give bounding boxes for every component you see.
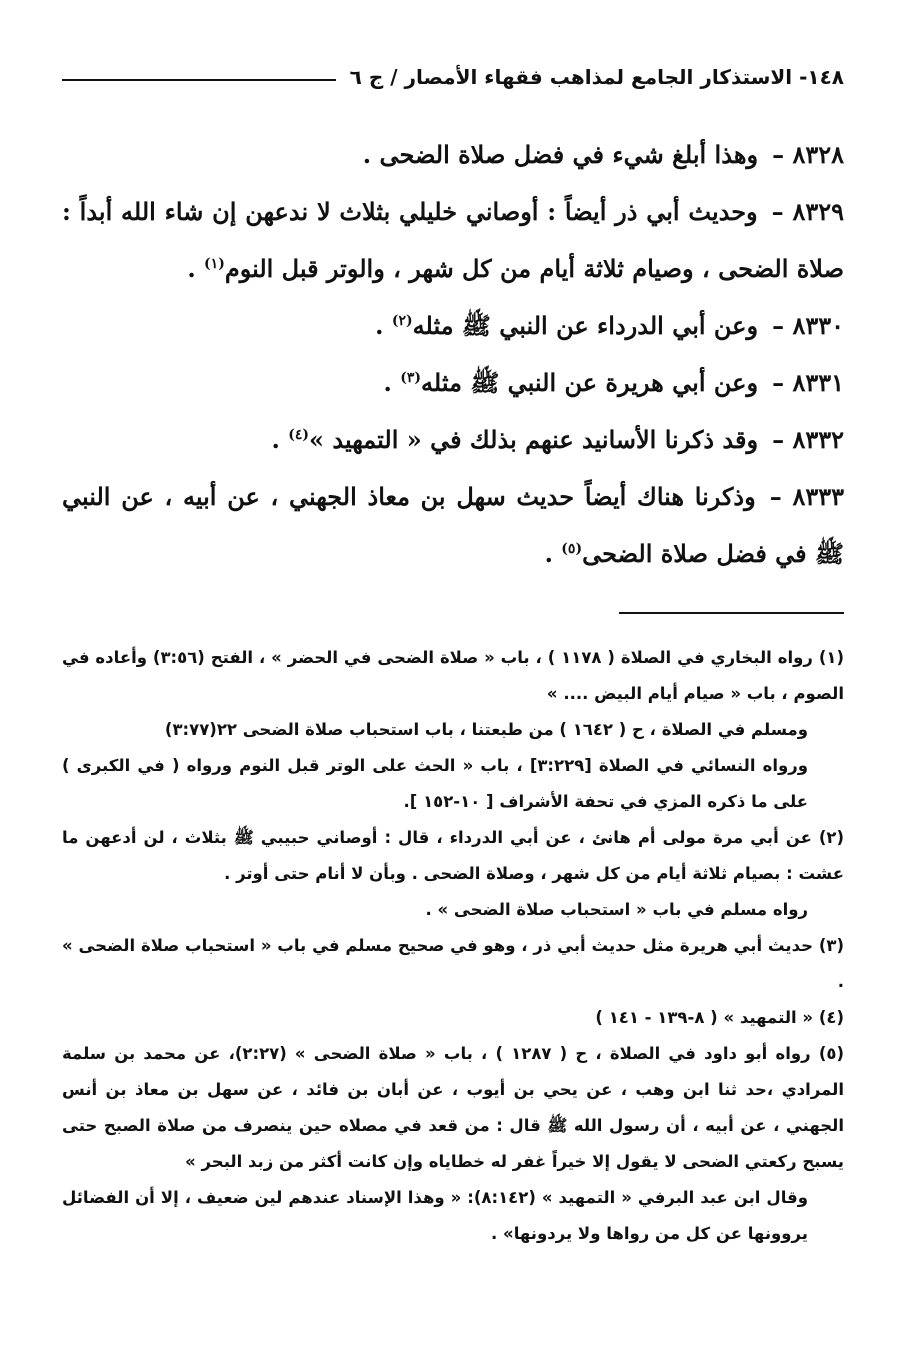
footnote-line: (٣) حديث أبي هريرة مثل حديث أبي ذر ، وهو في صحيح مسلم في باب « استحباب صلاة الضحى » . [62, 936, 844, 991]
footnote-reference[interactable]: (٤) [288, 427, 310, 443]
footnote-reference[interactable]: (٥) [561, 541, 583, 557]
page-header [62, 58, 844, 96]
footnote-line: وقال ابن عبد البرفي « التمهيد » (٨:١٤٢): « وهذا الإسناد عندهم لين ضعيف ، إلا أن الفضائل يروونها عن كل من رواها ولا يردونها» . [62, 1188, 808, 1243]
paragraph-text: وذكرنا هناك أيضاً حديث سهل بن معاذ الجهني ، عن أبيه ، عن النبي ﷺ في فضل صلاة الضحى [62, 482, 844, 568]
footnote [62, 1000, 844, 1036]
paragraph-number: ٨٣٣٣ – [769, 482, 844, 511]
paragraph-number: ٨٣٢٩ – [771, 197, 845, 226]
footnote-line: (٤) « التمهيد » ( ٨-١٣٩ - ١٤١ ) [595, 1008, 844, 1027]
paragraph-end-mark: . [375, 311, 392, 340]
paragraph-number: ٨٣٢٨ – [772, 140, 844, 169]
footnote [62, 928, 844, 1000]
footnote-line: رواه مسلم في باب « استحباب صلاة الضحى » . [425, 900, 808, 919]
paragraph-number: ٨٣٣٠ – [772, 311, 844, 340]
running-title: ١٤٨- الاستذكار الجامع لمذاهب فقهاء الأمصار / ج ٦ [349, 65, 844, 89]
paragraph-text: وهذا أبلغ شيء في فضل صلاة الضحى . [362, 140, 759, 169]
footnote-line: (١) رواه البخاري في الصلاة ( ١١٧٨ ) ، باب « صلاة الضحى في الحضر » ، الفتح (٣:٥٦) وأعاده في الصوم ، باب « صيام أيام البيض .... » [62, 648, 844, 703]
footnote-line: (٢) عن أبي مرة مولى أم هانئ ، عن أبي الدرداء ، قال : أوصاني حبيبي ﷺ بثلاث ، لن أدعهن ما عشت : بصيام ثلاثة أيام من كل شهر ، وصلاة الضحى . وبأن لا أنام حتى أوتر . [62, 828, 844, 883]
paragraph-end-mark: . [383, 368, 401, 397]
footnote-line: ومسلم في الصلاة ، ح ( ١٦٤٢ ) من طبعتنا ، باب استحباب صلاة الضحى ٢٢(٣:٧٧) [164, 720, 808, 739]
paragraph [62, 183, 844, 297]
footnote [62, 640, 844, 820]
paragraph-text: وعن أبي هريرة عن النبي ﷺ مثله [421, 368, 759, 397]
footnote-reference[interactable]: (١) [204, 256, 225, 272]
paragraph-number: ٨٣٣١ – [772, 368, 844, 397]
footnote [62, 1036, 844, 1252]
paragraph [62, 126, 844, 183]
footnotes [62, 640, 844, 1252]
header-rule [62, 79, 336, 81]
footnote-reference[interactable]: (٢) [391, 313, 413, 329]
paragraph-end-mark: . [271, 425, 289, 454]
paragraph [62, 354, 844, 411]
footnote-line: (٥) رواه أبو داود في الصلاة ، ح ( ١٢٨٧ ) ، باب « صلاة الضحى » (٢:٢٧)، عن محمد بن سلمة المرادي ،حد ثنا ابن وهب ، عن يحي بن أيوب ، عن أبان بن فائد ، عن سهل بن معاذ بن أنس الجهني ، عن أبيه ، أن رسول الله ﷺ قال : من قعد في مصلاه حين ينصرف من صلاة الصبح حتى يسبح ركعتي الضحى لا يقول إلا خيراً غفر له خطاياه وإن كانت أكثر من زبد البحر » [62, 1044, 844, 1171]
paragraph-end-mark: . [187, 254, 205, 283]
paragraph-end-mark: . [544, 539, 562, 568]
paragraph [62, 468, 844, 582]
footnote-line: ورواه النسائي في الصلاة [٣:٢٢٩] ، باب « الحث على الوتر قبل النوم ورواه ( في الكبرى ) على ما ذكره المزي في تحفة الأشراف [ ١٠-١٥٢ ]. [62, 756, 808, 811]
main-text [62, 126, 844, 582]
paragraph [62, 411, 844, 468]
paragraph-text: وعن أبي الدرداء عن النبي ﷺ مثله [412, 311, 759, 340]
footnote [62, 820, 844, 928]
paragraph-number: ٨٣٣٢ – [772, 425, 844, 454]
footnote-reference[interactable]: (٣) [400, 370, 422, 386]
footnote-separator [619, 612, 844, 614]
paragraph [62, 297, 844, 354]
paragraph-text: وحديث أبي ذر أيضاً : أوصاني خليلي بثلاث لا ندعهن إن شاء الله أبداً : صلاة الضحى ، وصيام ثلاثة أيام من كل شهر ، والوتر قبل النوم [62, 197, 844, 283]
paragraph-text: وقد ذكرنا الأسانيد عنهم بذلك في « التمهيد » [309, 425, 759, 454]
